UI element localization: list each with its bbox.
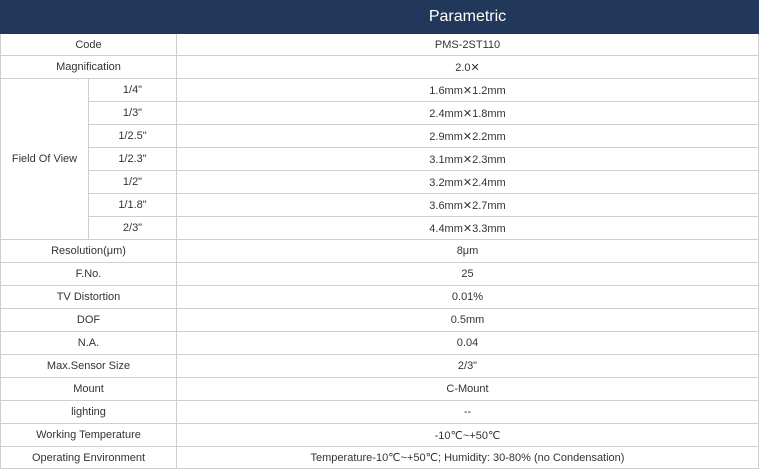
table-row-operating-environment	[1, 447, 759, 469]
fov-sensor: 1/3"	[89, 102, 177, 125]
table-row-mount	[1, 378, 759, 401]
table-row-fov	[1, 102, 759, 125]
table-title: Parametric	[177, 1, 759, 34]
resolution-label: Resolution(μm)	[1, 240, 177, 263]
fov-sensor: 1/1.8"	[89, 194, 177, 217]
working-temperature-label: Working Temperature	[1, 424, 177, 447]
table-row-max-sensor	[1, 355, 759, 378]
code-value: PMS-2ST110	[177, 34, 759, 56]
table-row-fov	[1, 217, 759, 240]
fov-label: Field Of View	[1, 79, 89, 240]
working-temperature-value: -10℃~+50℃	[177, 424, 759, 447]
max-sensor-value: 2/3"	[177, 355, 759, 378]
table-row-resolution	[1, 240, 759, 263]
na-label: N.A.	[1, 332, 177, 355]
table-row-magnification	[1, 56, 759, 79]
fno-label: F.No.	[1, 263, 177, 286]
table-row-fno	[1, 263, 759, 286]
dof-label: DOF	[1, 309, 177, 332]
table-row-fov	[1, 125, 759, 148]
table-row-dof	[1, 309, 759, 332]
na-value: 0.04	[177, 332, 759, 355]
tv-distortion-value: 0.01%	[177, 286, 759, 309]
fov-value: 2.9mm✕2.2mm	[177, 125, 759, 148]
max-sensor-label: Max.Sensor Size	[1, 355, 177, 378]
lighting-label: lighting	[1, 401, 177, 424]
table-row-fov	[1, 79, 759, 102]
table-row-tv-distortion	[1, 286, 759, 309]
fov-value: 1.6mm✕1.2mm	[177, 79, 759, 102]
magnification-label: Magnification	[1, 56, 177, 79]
fov-sensor: 1/2"	[89, 171, 177, 194]
lighting-value: --	[177, 401, 759, 424]
fov-value: 3.6mm✕2.7mm	[177, 194, 759, 217]
table-row-fov	[1, 148, 759, 171]
operating-environment-value: Temperature-10℃~+50℃; Humidity: 30-80% (no Condensation)	[177, 447, 759, 469]
fov-sensor: 1/4"	[89, 79, 177, 102]
table-row-lighting	[1, 401, 759, 424]
resolution-value: 8μm	[177, 240, 759, 263]
tv-distortion-label: TV Distortion	[1, 286, 177, 309]
header-blank-cell	[1, 1, 177, 34]
table-row-fov	[1, 171, 759, 194]
table-row-fov	[1, 194, 759, 217]
fov-sensor: 1/2.3"	[89, 148, 177, 171]
table-row-na	[1, 332, 759, 355]
table-row-code	[1, 34, 759, 56]
operating-environment-label: Operating Environment	[1, 447, 177, 469]
fov-value: 2.4mm✕1.8mm	[177, 102, 759, 125]
mount-value: C-Mount	[177, 378, 759, 401]
fov-sensor: 1/2.5"	[89, 125, 177, 148]
dof-value: 0.5mm	[177, 309, 759, 332]
fov-sensor: 2/3"	[89, 217, 177, 240]
table-header-row	[1, 1, 759, 34]
mount-label: Mount	[1, 378, 177, 401]
table-row-working-temperature	[1, 424, 759, 447]
magnification-value: 2.0✕	[177, 56, 759, 79]
fno-value: 25	[177, 263, 759, 286]
code-label: Code	[1, 34, 177, 56]
fov-value: 4.4mm✕3.3mm	[177, 217, 759, 240]
fov-value: 3.2mm✕2.4mm	[177, 171, 759, 194]
fov-value: 3.1mm✕2.3mm	[177, 148, 759, 171]
